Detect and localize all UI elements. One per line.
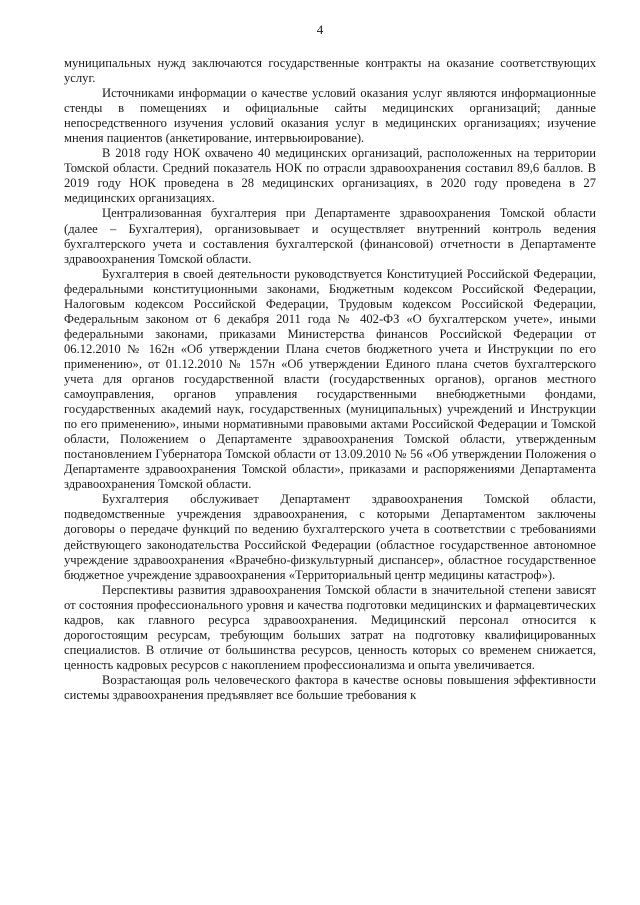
document-body: [64, 56, 596, 703]
paragraph-continuation: муниципальных нужд заключаются государственные контракты на оказание соответствующих услуг.: [64, 56, 596, 86]
paragraph-human-factor: Возрастающая роль человеческого фактора в качестве основы повышения эффективности системы здравоохранения предъявляет все большие требования к: [64, 672, 596, 702]
page-number: 4: [316, 22, 324, 37]
paragraph-accounting-services: Бухгалтерия обслуживает Департамент здравоохранения Томской области, подведомственные учреждения здравоохранения, с которыми Департаментом заключены договоры о передаче функций по ведению бухгалтерского учета в соответствии с требованиями действующего законодательства Российской Федерации (областное государственное автономное учреждение здравоохранения «Врачебно-физкультурный диспансер», областное государственное бюджетное учреждение здравоохранения «Территориальный центр медицины катастроф»).: [64, 492, 596, 582]
paragraph-nok-statistics: В 2018 году НОК охвачено 40 медицинских организаций, расположенных на территории Томской области. Средний показатель НОК по отрасли здравоохранения составил 89,6 баллов. В 2019 году НОК проведена в 28 медицинских организациях, в 2020 году проведена в 27 медицинских организациях.: [64, 146, 596, 206]
paragraph-accounting-legal-basis: Бухгалтерия в своей деятельности руководствуется Конституцией Российской Федерации, федеральными конституционными законами, Бюджетным кодексом Российской Федерации, Налоговым кодексом Российской Федерации, Трудовым кодексом Российской Федерации, Федеральным законом от 6 декабря 2011 года № 402-ФЗ «О бухгалтерском учете», иными федеральными законами, приказами Министерства финансов Российской Федерации от 06.12.2010 № 162н «Об утверждении Плана счетов бюджетного учета и Инструкции по его применению», от 01.12.2010 № 157н «Об утверждении Единого плана счетов бухгалтерского учета для органов государственной власти (государственных органов), органов местного самоуправления, органов управления государственными внебюджетными фондами, государственных академий наук, государственных (муниципальных) учреждений и Инструкции по его применению», иными нормативными правовыми актами Российской Федерации и Томской области, Положением о Департаменте здравоохранения Томской области, утвержденным постановлением Губернатора Томской области от 13.09.2010 № 56 «Об утверждении Положения о Департаменте здравоохранения Томской области», приказами и распоряжениями Департамента здравоохранения Томской области.: [64, 266, 596, 492]
paragraph-centralized-accounting: Централизованная бухгалтерия при Департаменте здравоохранения Томской области (далее – Бухгалтерия), организовывает и осуществляет внутренний контроль ведения бухгалтерского учета и составления бухгалтерской (финансовой) отчетности в Департаменте здравоохранения Томской области.: [64, 206, 596, 266]
paragraph-information-sources: Источниками информации о качестве условий оказания услуг являются информационные стенды в помещениях и официальные сайты медицинских организаций; данные непосредственного изучения условий оказания услуг в медицинских организациях; изучение мнения пациентов (анкетирование, интервьюирование).: [64, 86, 596, 146]
paragraph-development-prospects: Перспективы развития здравоохранения Томской области в значительной степени зависят от состояния профессионального уровня и качества подготовки медицинских и фармацевтических кадров, как главного ресурса здравоохранения. Медицинский персонал относится к дорогостоящим ресурсам, требующим больших затрат на подготовку квалифицированных специалистов. В отличие от большинства ресурсов, ценность которых со временем снижается, ценность кадровых ресурсов с накоплением профессионализма и опыта увеличивается.: [64, 582, 596, 672]
